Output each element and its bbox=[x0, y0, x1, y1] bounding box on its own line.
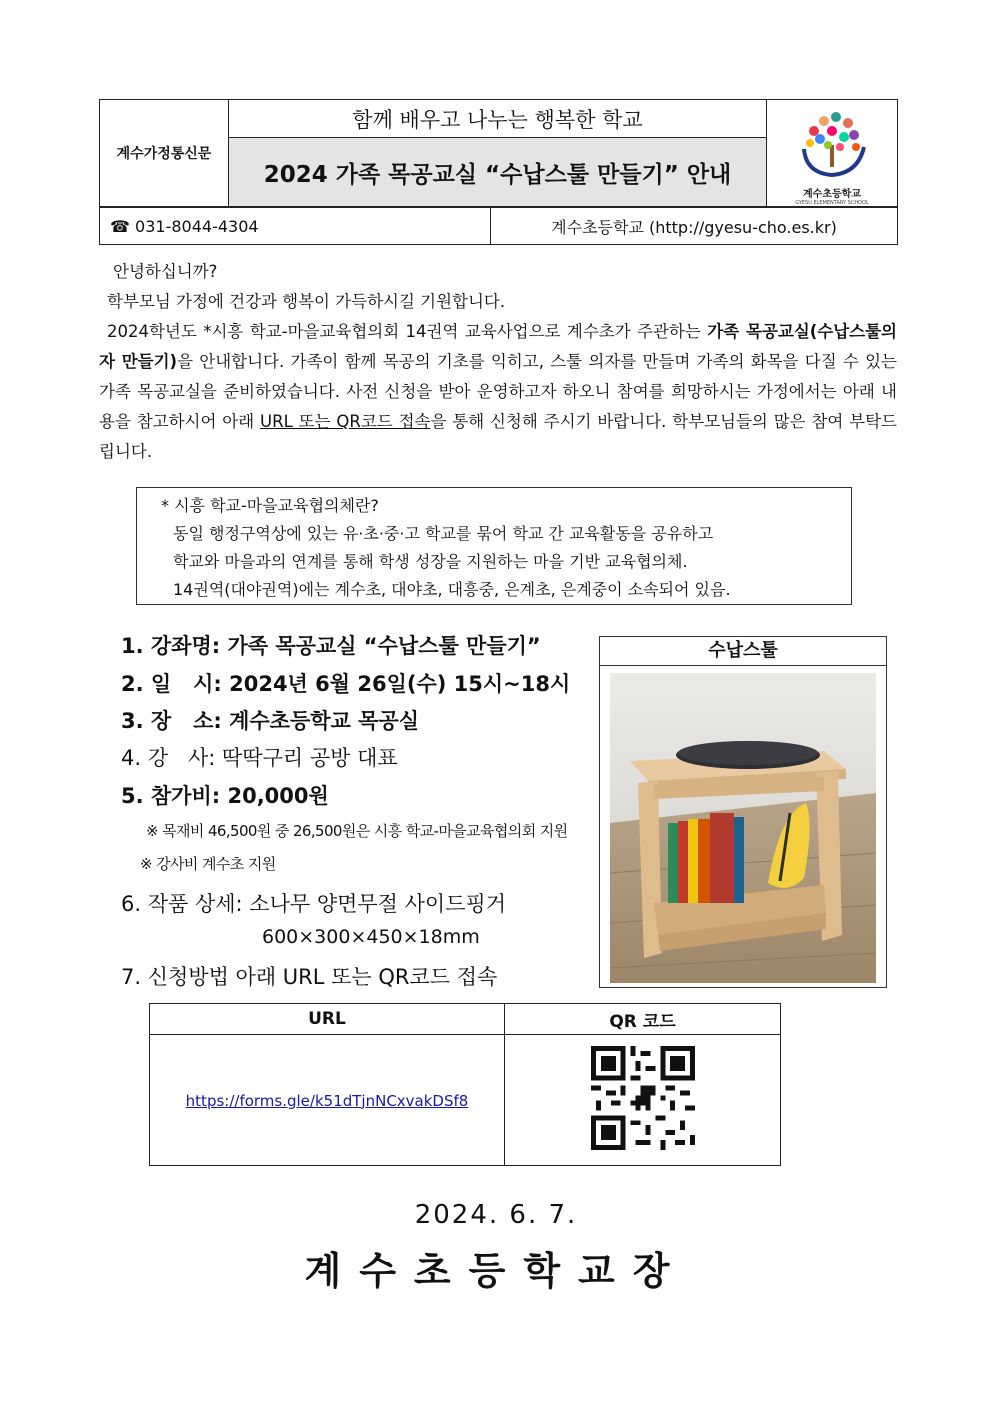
application-table bbox=[149, 1003, 781, 1166]
contact-table bbox=[99, 207, 898, 245]
document-title: 2024 가족 목공교실 “수납스툴 만들기” 안내 bbox=[229, 138, 767, 207]
tree-logo-icon bbox=[784, 101, 880, 191]
slogan: 함께 배우고 나누는 행복한 학교 bbox=[229, 100, 767, 138]
greeting-paragraph bbox=[99, 317, 897, 467]
detail-sub-1: ※ 목재비 46,500원 중 26,500원은 시흥 학교-마을교육협의회 지원 bbox=[146, 822, 568, 840]
note-line-2: 학교와 마을과의 연계를 통해 학생 성장을 지원하는 마을 기반 교육협의체. bbox=[173, 552, 688, 571]
detail-item-7: 7. 신청방법 아래 URL 또는 QR코드 접속 bbox=[121, 965, 498, 989]
greeting-line-2: 학부모님 가정에 건강과 행복이 가득하시길 기원합니다. bbox=[107, 292, 506, 311]
detail-item-1: 1. 강좌명: 가족 목공교실 “수납스툴 만들기” bbox=[121, 634, 541, 658]
detail-item-6: 6. 작품 상세: 소나무 양면무절 사이드핑거 bbox=[121, 892, 507, 916]
paragraph-bold: 가족 목공교실(수납스툴의자 만들기) bbox=[99, 322, 897, 371]
paragraph-underline: URL 또는 QR코드 접속 bbox=[260, 412, 431, 431]
qr-cell bbox=[505, 1035, 781, 1166]
logo-text: 계수초등학교 bbox=[803, 188, 861, 200]
logo-subtext: GYESU ELEMENTARY SCHOOL bbox=[795, 199, 869, 206]
qr-code-icon[interactable] bbox=[591, 1046, 695, 1150]
newsletter-label: 계수가정통신문 bbox=[100, 100, 229, 207]
note-title: * 시흥 학교-마을교육협의체란? bbox=[161, 496, 379, 515]
document-date: 2024. 6. 7. bbox=[414, 1200, 578, 1230]
phone-icon: ☎ bbox=[110, 216, 130, 236]
phone-cell bbox=[100, 208, 491, 245]
detail-item-2: 2. 일 시: 2024년 6월 26일(수) 15시~18시 bbox=[121, 672, 571, 696]
note-line-1: 동일 행정구역상에 있는 유·초·중·고 학교를 묶어 학교 간 교육활동을 공유하고 bbox=[173, 524, 714, 543]
paragraph-text-1: 2024학년도 *시흥 학교-마을교육협의회 14권역 교육사업으로 계수초가 주관하는 bbox=[107, 322, 708, 341]
note-line-3: 14권역(대야권역)에는 계수초, 대야초, 대흥중, 은계초, 은계중이 소속되어 있음. bbox=[173, 580, 731, 599]
application-url-link[interactable]: https://forms.gle/k51dTjnNCxvakDSf8 bbox=[185, 1091, 469, 1110]
detail-item-4: 4. 강 사: 딱딱구리 공방 대표 bbox=[121, 746, 398, 770]
paragraph-text-2: 을 안내합니다. 가족이 함께 목공의 기초를 익히고, 스툴 의자를 만들며 가족의 화목을 다질 수 있는 가족 목공교실을 준비하였습니다. 사전 신청을 받아 운영하고자 하오니 참여를 희망하시는 가정에서는 아래 내용을 참고하시어 아래 bbox=[99, 352, 897, 431]
stool-photo-box bbox=[599, 636, 887, 988]
school-logo bbox=[767, 100, 898, 207]
url-cell bbox=[150, 1035, 505, 1166]
note-box bbox=[136, 487, 852, 605]
principal-signature: 계수초등학교장 bbox=[304, 1249, 688, 1293]
photo-caption: 수납스툴 bbox=[600, 637, 886, 666]
paragraph-text-3: 을 통해 신청해 주시기 바랍니다. 학부모님들의 많은 참여 부탁드립니다. bbox=[99, 412, 897, 461]
phone-number: 031-8044-4304 bbox=[135, 216, 259, 236]
greeting bbox=[99, 257, 897, 467]
greeting-line-1: 안녕하십니까? bbox=[113, 262, 218, 281]
stool-photo bbox=[610, 673, 876, 983]
header-table bbox=[99, 99, 898, 207]
detail-item-3: 3. 장 소: 계수초등학교 목공실 bbox=[121, 709, 419, 733]
url-header: URL bbox=[150, 1004, 505, 1035]
detail-item-5: 5. 참가비: 20,000원 bbox=[121, 784, 329, 808]
qr-header: QR 코드 bbox=[505, 1004, 781, 1035]
detail-item-6-dimension: 600×300×450×18mm bbox=[262, 926, 480, 948]
school-site: 계수초등학교 (http://gyesu-cho.es.kr) bbox=[491, 208, 898, 245]
detail-sub-2: ※ 강사비 계수초 지원 bbox=[140, 855, 276, 873]
